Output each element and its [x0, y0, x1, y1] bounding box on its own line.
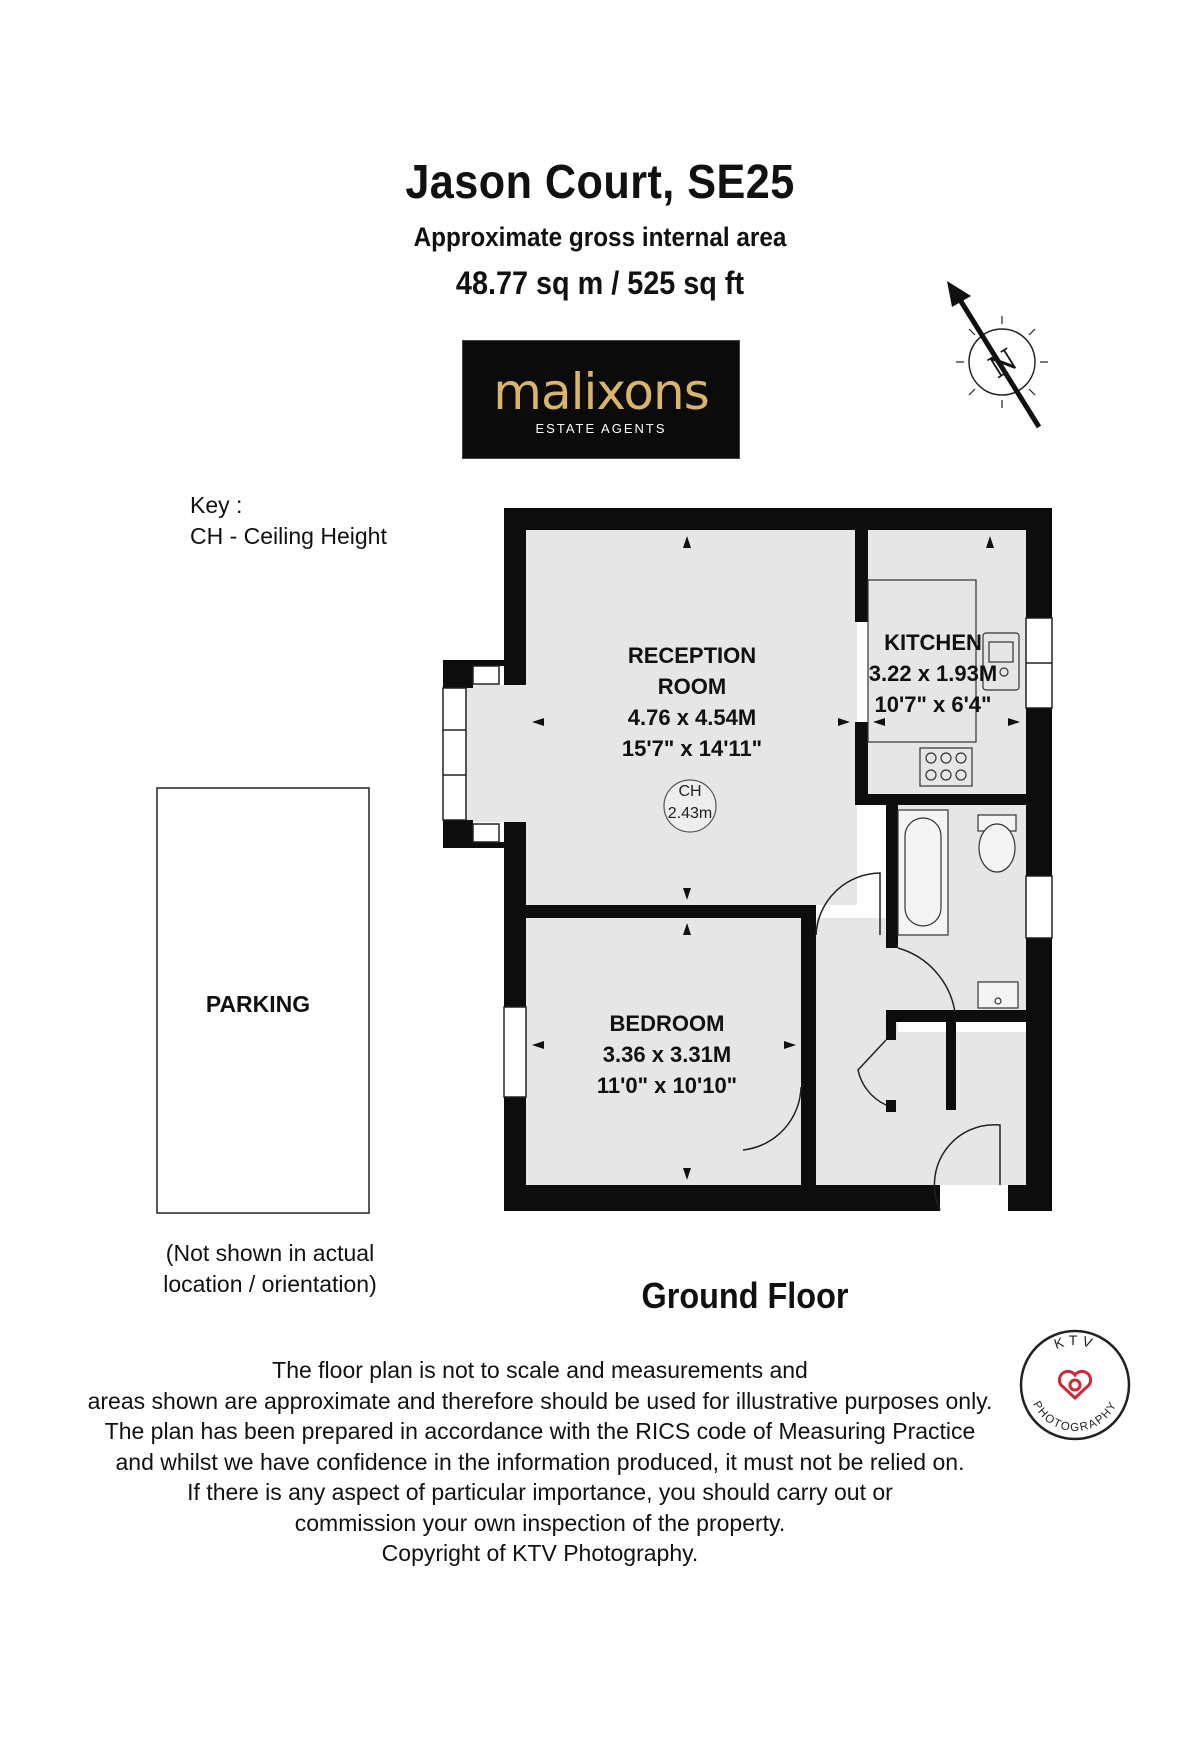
logo-tagline: ESTATE AGENTS: [535, 421, 667, 436]
bedroom-imperial: 11'0" x 10'10": [596, 1073, 738, 1098]
kitchen-name: KITCHEN: [884, 630, 982, 655]
compass-label: N: [982, 342, 1024, 386]
parking-note-line1: (Not shown in actual: [165, 1240, 375, 1266]
disclaimer-line: The plan has been prepared in accordance with the RICS code of Measuring Practice: [104, 1418, 976, 1444]
bedroom-metric: 3.36 x 3.31M: [602, 1042, 732, 1067]
parking-note-line2: location / orientation): [163, 1271, 377, 1297]
parking-note: [140, 1238, 400, 1300]
ktv-photography-badge: [1015, 1325, 1135, 1445]
ceiling-height-value: 2.43m: [667, 805, 713, 822]
gross-area: 48.77 sq m / 525 sq ft: [455, 265, 745, 301]
key-title: Key :: [190, 492, 243, 518]
reception-name-line2: ROOM: [657, 674, 727, 699]
ceiling-height-label: CH: [678, 783, 702, 800]
disclaimer-line: If there is any aspect of particular importance, you should carry out or: [187, 1479, 893, 1505]
reception-imperial: 15'7" x 14'11": [621, 736, 763, 761]
plan-title: Jason Court, SE25: [405, 156, 795, 209]
disclaimer: [40, 1355, 1040, 1569]
reception-metric: 4.76 x 4.54M: [627, 705, 757, 730]
disclaimer-line: Copyright of KTV Photography.: [381, 1540, 699, 1566]
kitchen-imperial: 10'7" x 6'4": [874, 692, 992, 717]
kitchen-metric: 3.22 x 1.93M: [868, 661, 998, 686]
badge-top-text: KTV: [1051, 1332, 1099, 1353]
bedroom-name: BEDROOM: [609, 1011, 725, 1036]
disclaimer-line: areas shown are approximate and therefore should be used for illustrative purposes only.: [87, 1387, 993, 1414]
reception-name-line1: RECEPTION: [627, 643, 757, 668]
area-subtitle: Approximate gross internal area: [413, 222, 787, 252]
disclaimer-line: and whilst we have confidence in the information produced, it must not be relied on.: [115, 1448, 965, 1475]
logo-brand: malixons: [493, 363, 709, 421]
parking-label: PARKING: [205, 991, 311, 1017]
disclaimer-line: The floor plan is not to scale and measurements and: [272, 1357, 808, 1383]
badge-bottom-text: PHOTOGRAPHY: [1030, 1399, 1120, 1435]
disclaimer-line: commission your own inspection of the property.: [294, 1509, 786, 1536]
floor-label: Ground Floor: [641, 1275, 849, 1316]
key-entry: CH - Ceiling Height: [190, 523, 387, 549]
